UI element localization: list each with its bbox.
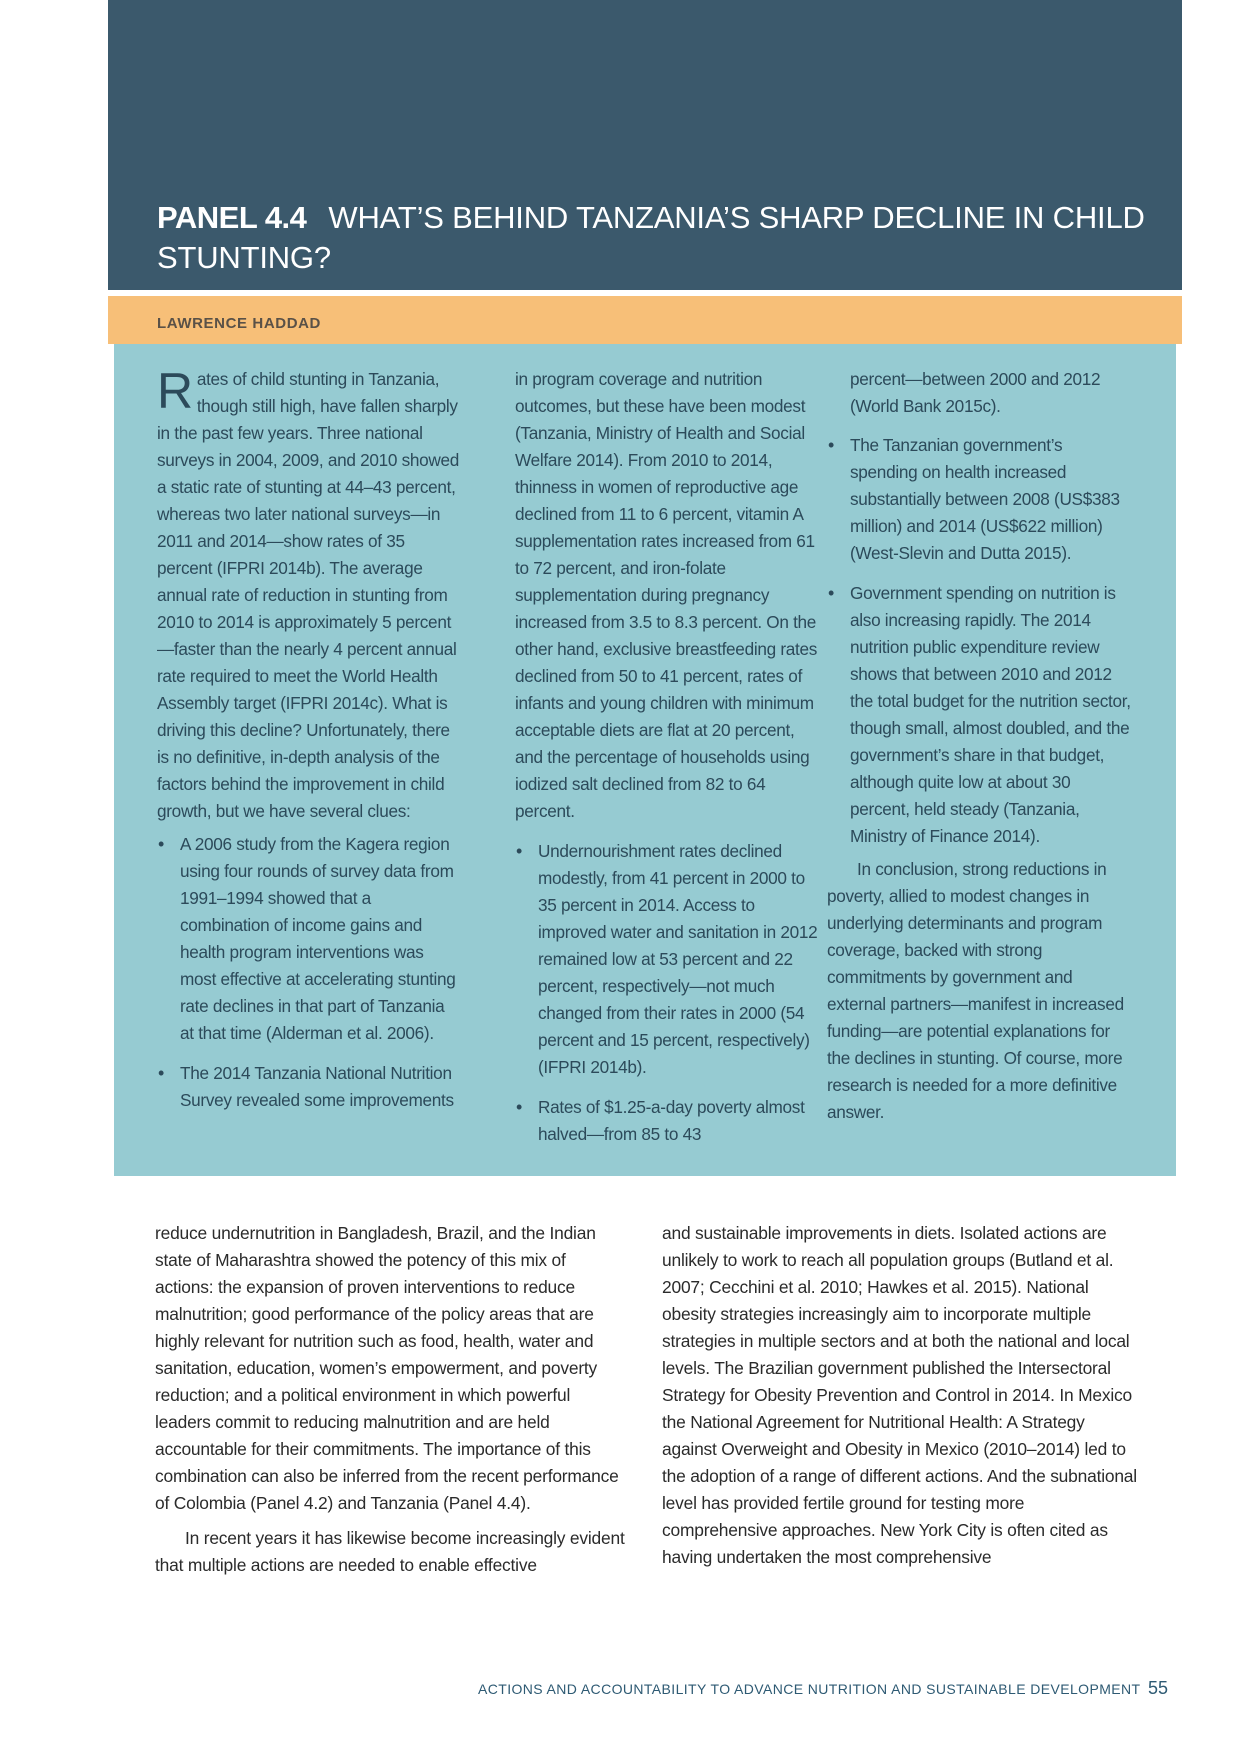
body-column-left (155, 1220, 627, 1579)
panel-author: LAWRENCE HADDAD (157, 315, 321, 332)
list-item-continued (827, 366, 1132, 420)
page-number: 55 (1148, 1678, 1169, 1698)
panel-bullet-list (157, 831, 462, 1114)
list-item-continued-text: percent—between 2000 and 2012 (World Bank 2015c). (850, 369, 1101, 416)
body-paragraph: In recent years it has likewise become increasingly evident that multiple actions are needed to enable effective (155, 1528, 625, 1575)
panel-conclusion: In conclusion, strong reductions in poverty, allied to modest changes in underlying determinants and program coverage, backed with strong commitments by government and external partners—manifest in increased funding—are potential explanations for the declines in stunting. Of course, more research is needed for a more definitive answer. (827, 859, 1124, 1122)
list-item: • Rates of $1.25-a-day poverty almost halved—from 85 to 43 (515, 1094, 820, 1148)
panel-intro-text: ates of child stunting in Tanzania, though still high, have fallen sharply in the past few years. Three national surveys in 2004, 2009, and 2010 showed a static rate of stunting at 44–43 percent, whereas two later national surveys—in 2011 and 2014—show rates of 35 percent (IFPRI 2014b). The average annual rate of reduction in stunting from 2010 to 2014 is approximately 5 percent—faster than the nearly 4 percent annual rate required to meet the World Health Assembly target (IFPRI 2014c). What is driving this decline? Unfortunately, there is no definitive, in-depth analysis of the factors behind the improvement in child growth, but we have several clues: (157, 369, 460, 821)
body-paragraph: reduce undernutrition in Bangladesh, Brazil, and the Indian state of Maharashtra showed the potency of this mix of actions: the expansion of proven interventions to reduce malnutrition; good performance of the policy areas that are highly relevant for nutrition such as food, health, water and sanitation, education, women’s empowerment, and poverty reduction; and a political environment in which powerful leaders commit to reducing malnutrition and are held accountable for their commitments. The importance of this combination can also be inferred from the recent performance of Colombia (Panel 4.2) and Tanzania (Panel 4.4). (155, 1223, 619, 1513)
panel-paragraph: in program coverage and nutrition outcomes, but these have been modest (Tanzania, Ministry of Health and Social Welfare 2014). From 2010 to 2014, thinness in women of reproductive age declined from 11 to 6 percent, vitamin A supplementation rates increased from 61 to 72 percent, and iron-folate supplementation during pregnancy increased from 3.5 to 8.3 percent. On the other hand, exclusive breastfeeding rates declined from 50 to 41 percent, rates of infants and young children with minimum acceptable diets are flat at 20 percent, and the percentage of households using iodized salt declined from 82 to 64 percent. (515, 369, 818, 821)
body-paragraph: and sustainable improvements in diets. Isolated actions are unlikely to work to reach all population groups (Butland et al. 2007; Cecchini et al. 2010; Hawkes et al. 2015). National obesity strategies increasingly aim to incorporate multiple strategies in multiple sectors and at both the national and local levels. The Brazilian government published the Intersectoral Strategy for Obesity Prevention and Control in 2014. In Mexico the National Agreement for Nutritional Health: A Strategy against Overweight and Obesity in Mexico (2010–2014) led to the adoption of a range of different actions. And the subnational level has provided fertile ground for testing more comprehensive approaches. New York City is often cited as having undertaken the most comprehensive (662, 1223, 1137, 1567)
list-item: • Government spending on nutrition is also increasing rapidly. The 2014 nutrition public expenditure review shows that between 2010 and 2012 the total budget for the nutrition sector, though small, almost doubled, and the government’s share in that budget, although quite low at about 30 percent, held steady (Tanzania, Ministry of Finance 2014). (827, 580, 1132, 850)
list-item: • The Tanzanian government’s spending on health increased substantially between 2008 (US$383 million) and 2014 (US$622 million) (West-Slevin and Dutta 2015). (827, 432, 1132, 567)
drop-cap: R (157, 363, 193, 419)
list-item: • The 2014 Tanzania National Nutrition Survey revealed some improvements (157, 1060, 462, 1114)
list-item: • Undernourishment rates declined modestly, from 41 percent in 2000 to 35 percent in 2014. Access to improved water and sanitation in 2012 remained low at 53 percent and 22 percent, respectively—not much changed from their rates in 2000 (54 percent and 15 percent, respectively) (IFPRI 2014b). (515, 838, 820, 1081)
panel-bullet-list (827, 366, 1132, 420)
panel-title (157, 198, 1157, 278)
list-item: • A 2006 study from the Kagera region using four rounds of survey data from 1991–1994 showed that a combination of income gains and health program interventions was most effective at accelerating stunting rate declines in that part of Tanzania at that time (Alderman et al. 2006). (157, 831, 462, 1047)
panel-title-text: WHAT’S BEHIND TANZANIA’S SHARP DECLINE IN CHILD STUNTING? (157, 200, 1145, 275)
panel-number: PANEL 4.4 (157, 200, 307, 235)
panel-intro (157, 363, 462, 825)
panel-bullet-list (515, 838, 820, 1148)
panel-bullet-list (827, 432, 1132, 850)
body-column-right (662, 1220, 1140, 1571)
panel-column-2 (515, 366, 820, 1148)
running-footer: ACTIONS AND ACCOUNTABILITY TO ADVANCE NUTRITION AND SUSTAINABLE DEVELOPMENT (478, 1681, 1141, 1697)
panel-column-1 (157, 363, 462, 1114)
panel-column-3 (827, 366, 1132, 1126)
